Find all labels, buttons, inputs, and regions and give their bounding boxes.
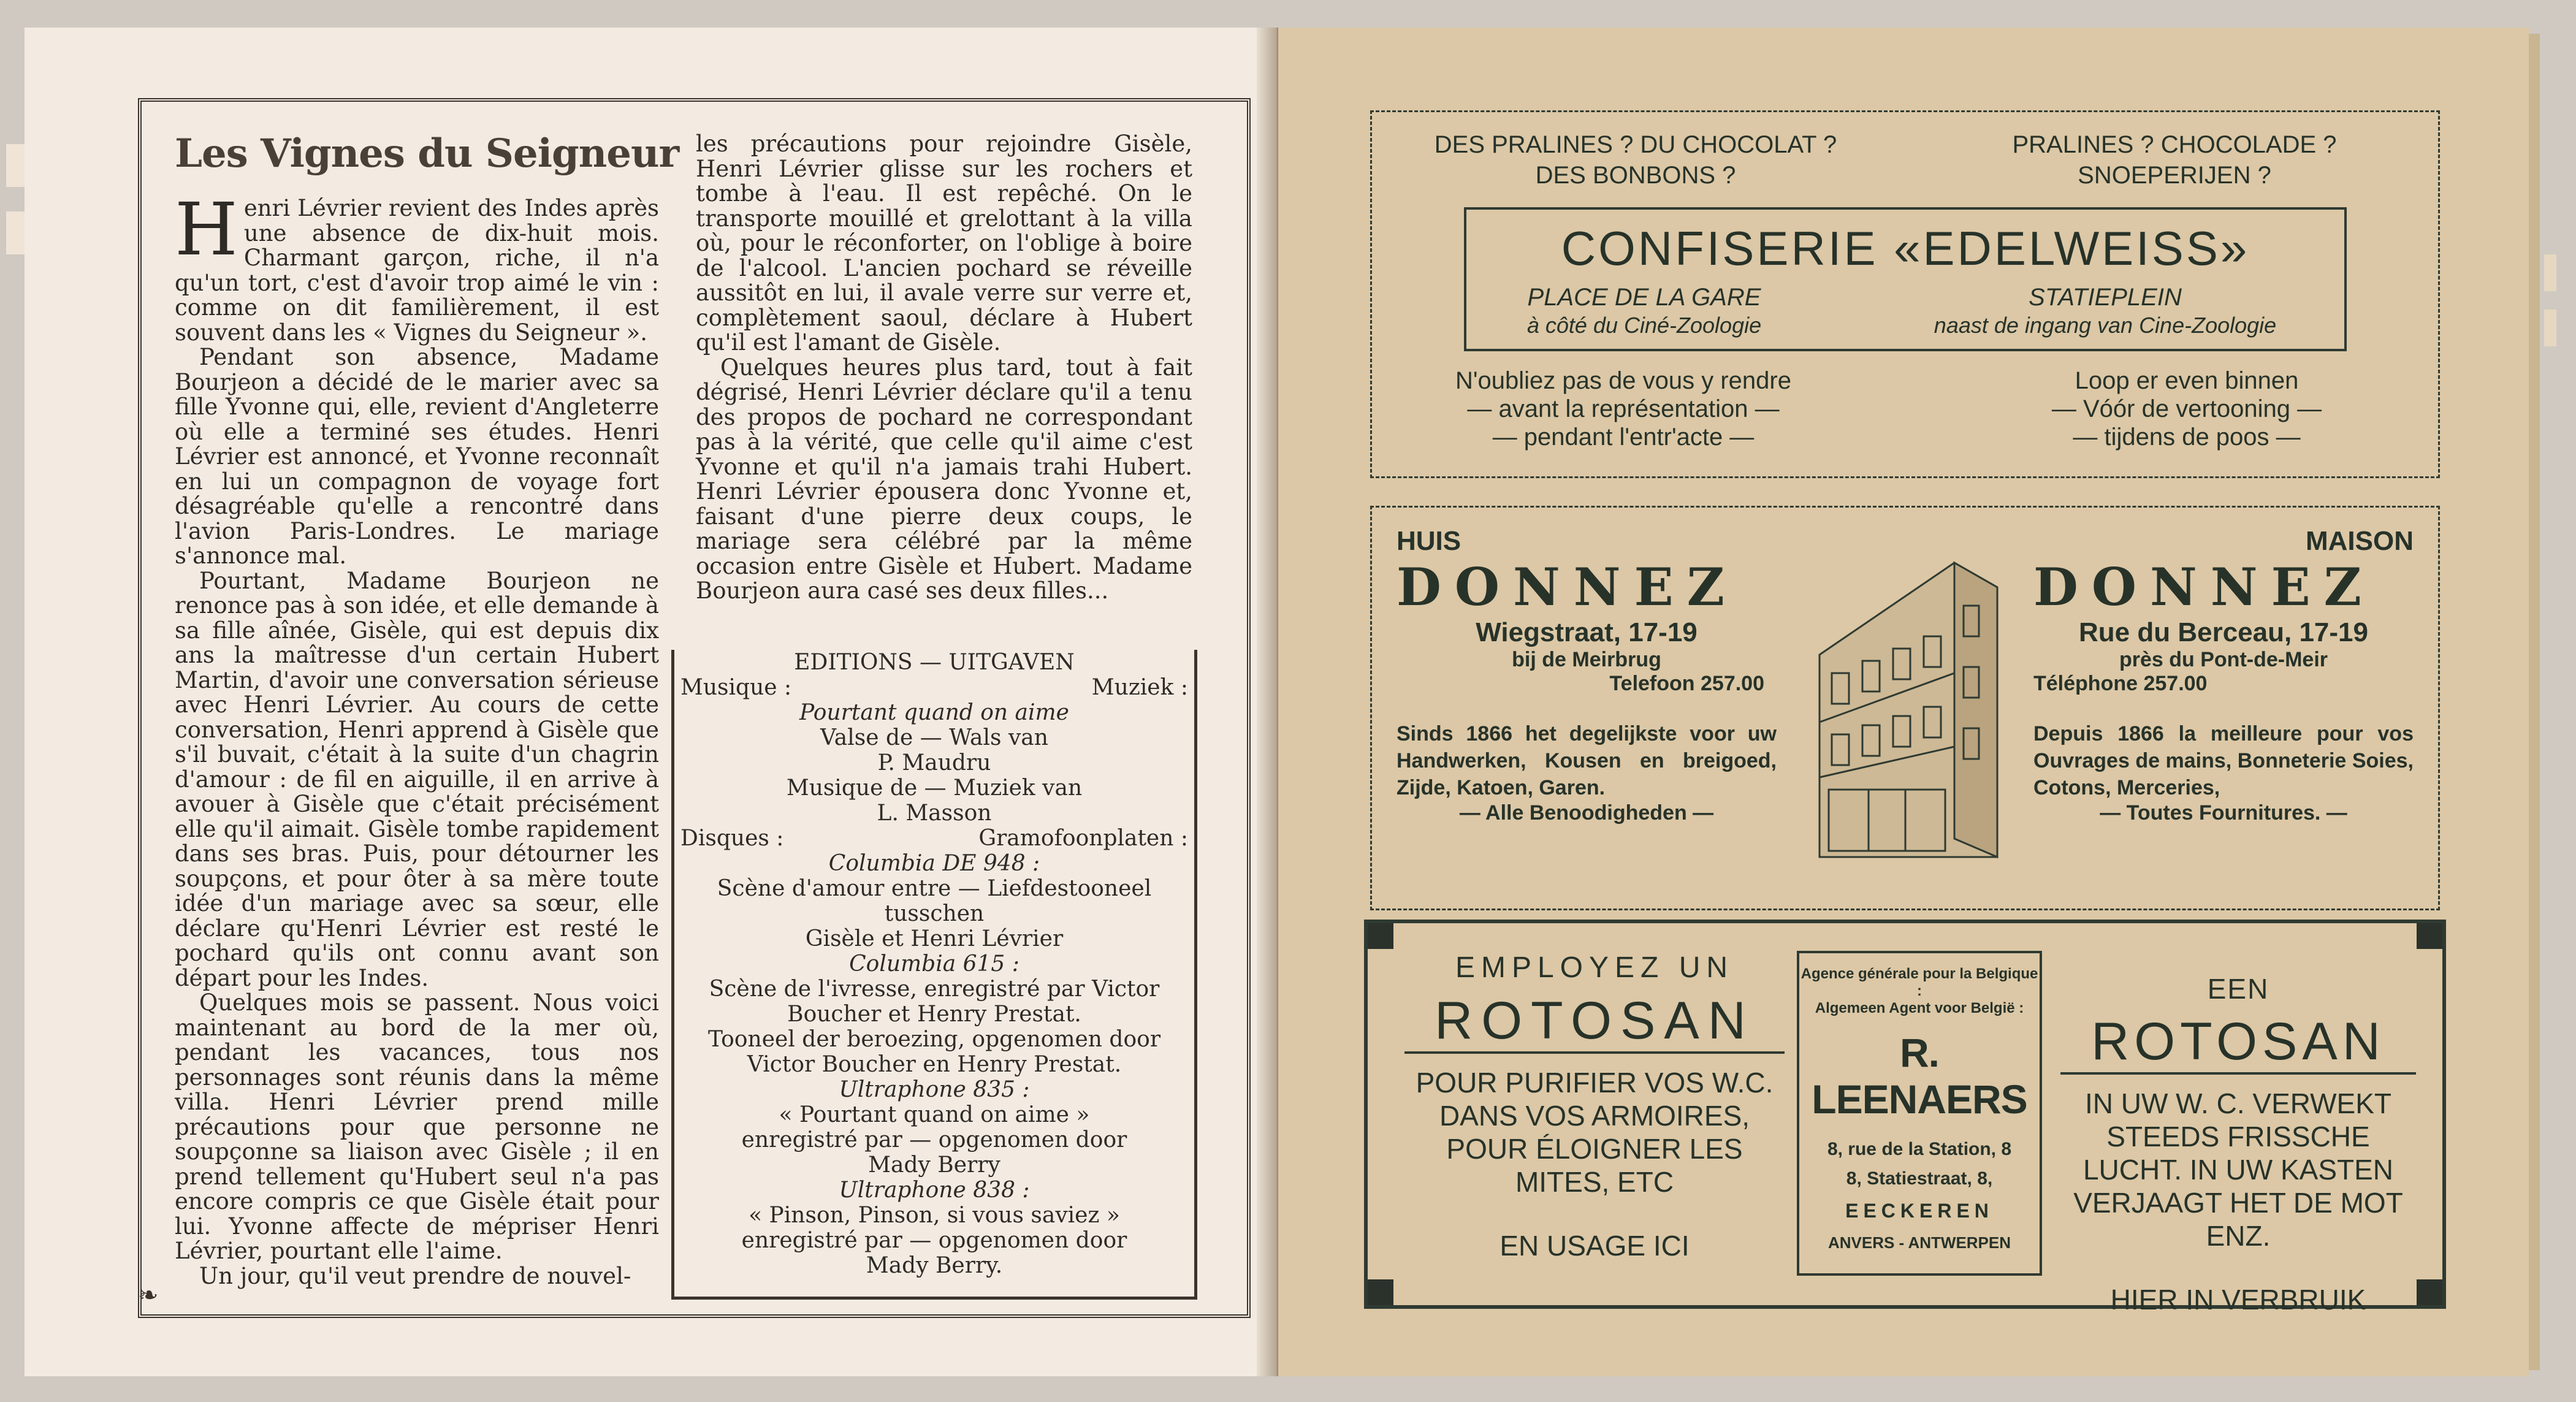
confiserie-name: CONFISERIE «EDELWEISS» — [1561, 221, 2250, 275]
paragraph: Pendant son absence, Madame Bourjeon a décidé de le marier avec sa fille Yvonne qui, elle, revient d'Angleterre où elle a terminé ses études. Henri Lévrier est annoncé, et Yvonne reconnaît en lui un compagnon de voyage fort désagréable qu'elle a rencontré dans l'avion Paris-Londres. Le mariage s'annonce mal. — [175, 344, 659, 569]
article-column-1 — [175, 187, 659, 1289]
paragraph: Pourtant, Madame Bourjeon ne renonce pas à son idée, et elle demande à sa fille aînée, Gisèle, qui est depuis dix ans la maîtresse d'un certain Hubert Martin, d'avoir une conversation sérieuse avec Henri Lévrier. Au cours de cette conversation, Henri apprend à Gisèle que s'il buvait, c'était à la suite d'un chagrin d'amour : de fil en aiguille, il en arrive à avouer à Gisèle que c'était précisément elle qu'il aimait. Gisèle tombe rapidement dans ses bras. Puis, pour détourner les soupçons, et pour ôter à sa mère toute idée d'un mariage avec sa sœur, elle déclare qu'Henri Lévrier est resté le pochard qu'ils ont connu avant son départ pour les Indes. — [175, 567, 659, 991]
corner-square — [1368, 923, 1393, 949]
page-edge-tab — [6, 211, 25, 254]
agent-name: R. LEENAERS — [1812, 1030, 2027, 1122]
donnez-dutch: HUIS DONNEZ Wiegstraat, 17-19 bij de Meirbrug Telefoon 257.00 Sinds 1866 het degelijkste voor uw Handwerken, Kousen en breigoed, Zijde, Katoen, Garen. — Alle Benoodigheden — — [1397, 526, 1777, 825]
corner-square — [1368, 1279, 1393, 1305]
page-edge-tab — [6, 144, 25, 187]
rotosan-french: EMPLOYEZ UN ROTOSAN POUR PURIFIER VOS W.C. DANS VOS ARMOIRES, POUR ÉLOIGNER LES MITES, ETC EN USAGE ICI — [1404, 951, 1785, 1262]
article-column-2 — [696, 132, 1192, 604]
drop-cap: H — [175, 187, 238, 272]
open-booklet — [25, 28, 2544, 1376]
rotosan-dutch: EEN ROTOSAN IN UW W. C. VERWEKT STEEDS FRISSCHE LUCHT. IN UW KASTEN VERJAAGT HET DE MOT ENZ. HIER IN VERBRUIK — [2060, 951, 2416, 1316]
rotosan-agent-box: Agence générale pour la Belgique : Algemeen Agent voor België : R. LEENAERS 8, rue de la Station, 8 8, Statiestraat, 8, EECKEREN ANVERS - ANTWERPEN — [1797, 951, 2042, 1276]
editions-row: Musique : Muziek : — [680, 675, 1188, 700]
paragraph: les précautions pour rejoindre Gisèle, Henri Lévrier glisse sur les rochers et tombe à l'eau. Il est repêché. On le transporte mouillé et grelottant à la villa où, pour le réconforter, on l'oblige à boire de l'alcool. L'ancien pochard se réveille aussitôt en lui, il avale verre sur verre et, complètement saoul, déclare à Hubert qu'il est l'amant de Gisèle. — [696, 131, 1192, 356]
page-edge-tab — [2544, 310, 2556, 346]
paragraph: Henri Lévrier revient des Indes après une absence de dix-huit mois. Charmant garçon, riche, il n'a qu'un tort, c'est d'avoir trop aimé le vin : comme on dit familièrement, il est souvent dans les « Vignes du Seigneur ». — [175, 187, 659, 346]
article-title: Les Vignes du Seigneur — [175, 131, 679, 177]
editions-heading: EDITIONS — UITGAVEN — [794, 650, 1075, 675]
left-page — [25, 28, 1275, 1376]
corner-square — [2417, 1279, 2442, 1305]
corner-square — [2417, 923, 2442, 949]
editions-row: Disques : Gramofoonplaten : — [680, 826, 1188, 851]
confiserie-name-box: CONFISERIE «EDELWEISS» PLACE DE LA GARE à côté du Ciné-Zoologie STATIEPLEIN naast de ingang van Cine-Zoologie — [1464, 207, 2347, 351]
right-page — [1278, 28, 2529, 1376]
shop-building-illustration — [1813, 551, 2010, 869]
paragraph: Quelques mois se passent. Nous voici maintenant au bord de la mer où, pendant les vacances, tous nos personnages sont réunis dans la même villa. Henri Lévrier prend mille précautions pour que personne ne soupçonne sa liaison avec Gisèle ; il en prend tellement qu'Hubert seul n'a pas encore compris ce que Gisèle était pour lui. Yvonne affecte de mépriser Henri Lévrier, pourtant elle l'aime. — [175, 989, 659, 1264]
editions-box: EDITIONS — UITGAVEN Musique : Muziek : Pourtant quand on aime Valse de — Wals van P. Maudru Musique de — Muziek van L. Masson Disques : Gramofoonplaten : Columbia DE 948 : Scène d'amour entre — Liefdestooneel tusschen Gisèle et Henri Lévrier Columbia 615 : Scène de l'ivresse, enregistré par Victor Boucher et Henry Prestat. Tooneel der beroezing, opgenomen door Victor Boucher en Henry Prestat. Ultraphone 835 : « Pourtant quand on aime » enregistré par — opgenomen door Mady Berry Ultraphone 838 : « Pinson, Pinson, si vous saviez » enregistré par — opgenomen door Mady Berry. — [671, 650, 1197, 1300]
page-edge-tab — [2544, 254, 2556, 291]
ornament-icon: ❧ — [138, 1281, 159, 1309]
donnez-advert — [1370, 506, 2440, 910]
donnez-french: MAISON DONNEZ Rue du Berceau, 17-19 près du Pont-de-Meir Téléphone 257.00 Depuis 1866 la meilleure pour vos Ouvrages de mains, Bonneterie Soies, Cotons, Merceries, — Toutes Fournitures. — — [2033, 526, 2414, 825]
confiserie-advert: DES PRALINES ? DU CHOCOLAT ? DES BONBONS ? PRALINES ? CHOCOLADE ? SNOEPERIJEN ? CONFISERIE «EDELWEISS» PLACE DE LA GARE à côté du Ciné-Zoologie STATIEPLEIN naast de ingang van Cine-Zoologie N'oubliez pas de vous y rendre — avant la représentation — — pendant l'entr'acte — Loop er even binnen — Vóór de vertooning — — tijdens de poos — — [1370, 110, 2440, 478]
paragraph: Quelques heures plus tard, tout à fait dégrisé, Henri Lévrier déclare qu'il a tenu des propos de pochard ne correspondant pas à la vérité, que celle qu'il aime c'est Yvonne et qu'il n'a jamais trahi Hubert. Henri Lévrier épousera donc Yvonne et, faisant d'une pierre deux coups, le mariage sera célébré par la même occasion entre Gisèle et Hubert. Madame Bourjeon aura casé ses deux filles... — [696, 354, 1192, 604]
paragraph: Un jour, qu'il veut prendre de nouvel- — [199, 1262, 631, 1289]
rotosan-advert — [1364, 920, 2446, 1316]
page-stack-edge — [2529, 34, 2540, 1370]
